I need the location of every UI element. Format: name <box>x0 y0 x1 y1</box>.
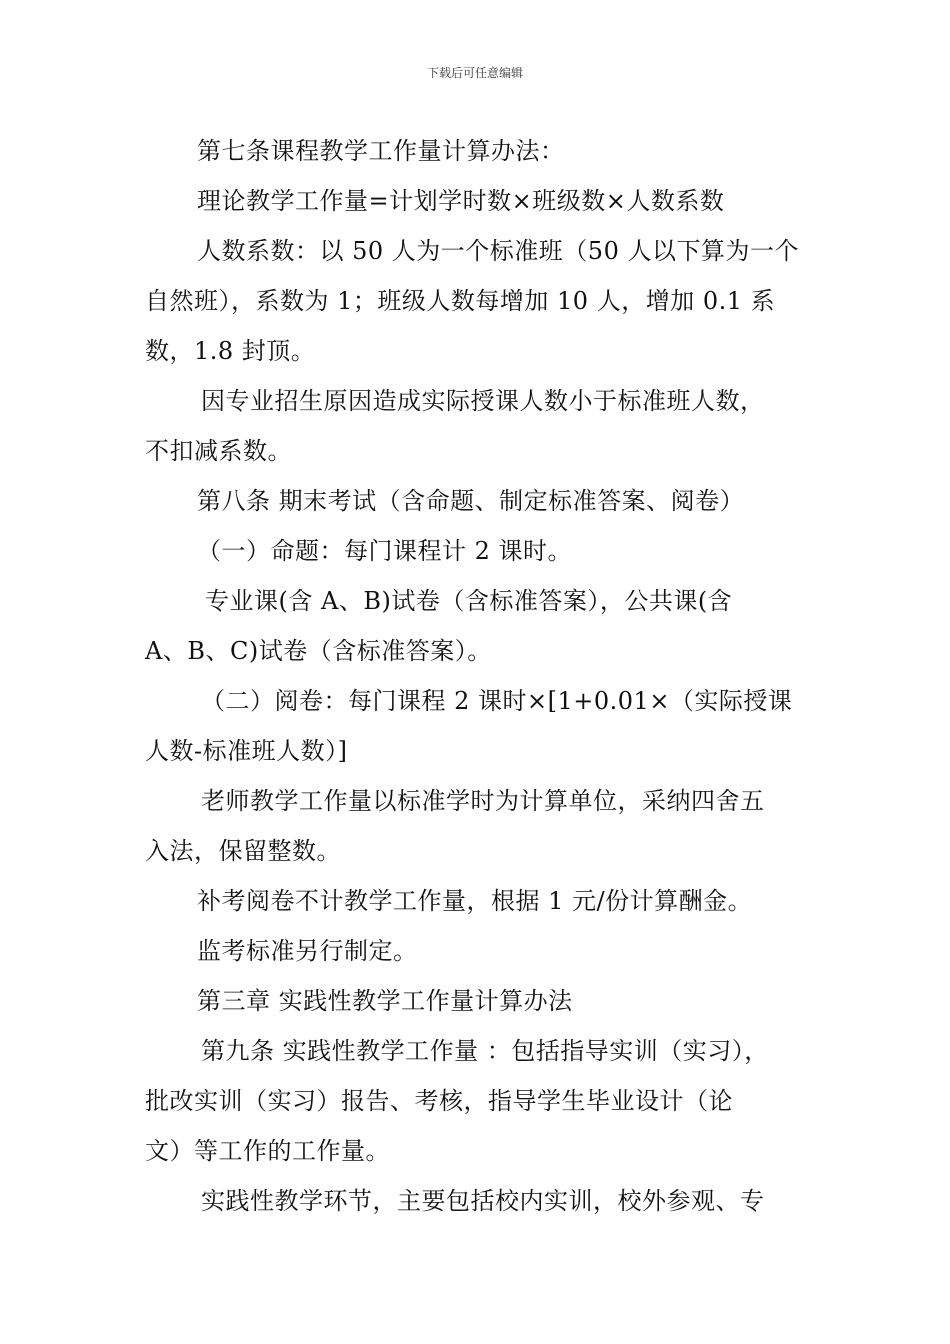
page-header: 下载后可任意编辑 <box>426 66 523 80</box>
makeup-exam-paragraph: 补考阅卷不计教学工作量，根据 1 元/份计算酬金。 <box>197 887 753 915</box>
item-2-grading-line-1: （二）阅卷：每门课程 2 课时×[1+0.01×（实际授课 <box>201 687 793 715</box>
enrollment-paragraph-line-1: 因专业招生原因造成实际授课人数小于标准班人数， <box>201 387 765 415</box>
exam-papers-line-2: A、B、C)试卷（含标准答案）。 <box>145 637 492 665</box>
chapter-3-title: 第三章 实践性教学工作量计算办法 <box>197 987 573 1015</box>
item-2-grading-line-2: 人数-标准班人数）] <box>145 737 348 765</box>
coefficient-paragraph-line-2: 自然班），系数为 1；班级人数每增加 10 人，增加 0.1 系 <box>145 287 776 315</box>
exam-papers-line-1: 专业课(含 A、B)试卷（含标准答案），公共课(含 <box>205 587 733 615</box>
rounding-paragraph-line-1: 老师教学工作量以标准学时为计算单位，采纳四舍五 <box>201 787 765 815</box>
item-1-question-setting: （一）命题：每门课程计 2 课时。 <box>197 537 573 565</box>
practical-teaching-paragraph-line-1: 实践性教学环节，主要包括校内实训，校外参观、专 <box>201 1187 765 1215</box>
article-9-line-3: 文）等工作的工作量。 <box>145 1137 390 1165</box>
article-7-title: 第七条课程教学工作量计算办法： <box>197 137 565 165</box>
theory-formula: 理论教学工作量=计划学时数×班级数×人数系数 <box>197 187 725 215</box>
article-9-line-2: 批改实训（实习）报告、考核，指导学生毕业设计（论 <box>145 1087 733 1115</box>
document-body <box>145 126 810 1226</box>
proctoring-paragraph: 监考标准另行制定。 <box>197 937 418 965</box>
enrollment-paragraph-line-2: 不扣减系数。 <box>145 437 292 465</box>
rounding-paragraph-line-2: 入法，保留整数。 <box>145 837 341 865</box>
article-9-line-1: 第九条 实践性教学工作量 ：包括指导实训（实习）， <box>201 1037 769 1065</box>
coefficient-paragraph-line-1: 人数系数：以 50 人为一个标准班（50 人以下算为一个 <box>197 237 799 265</box>
coefficient-paragraph-line-3: 数，1.8 封顶。 <box>145 337 316 365</box>
article-8-title: 第八条 期末考试（含命题、制定标准答案、阅卷） <box>197 487 745 515</box>
